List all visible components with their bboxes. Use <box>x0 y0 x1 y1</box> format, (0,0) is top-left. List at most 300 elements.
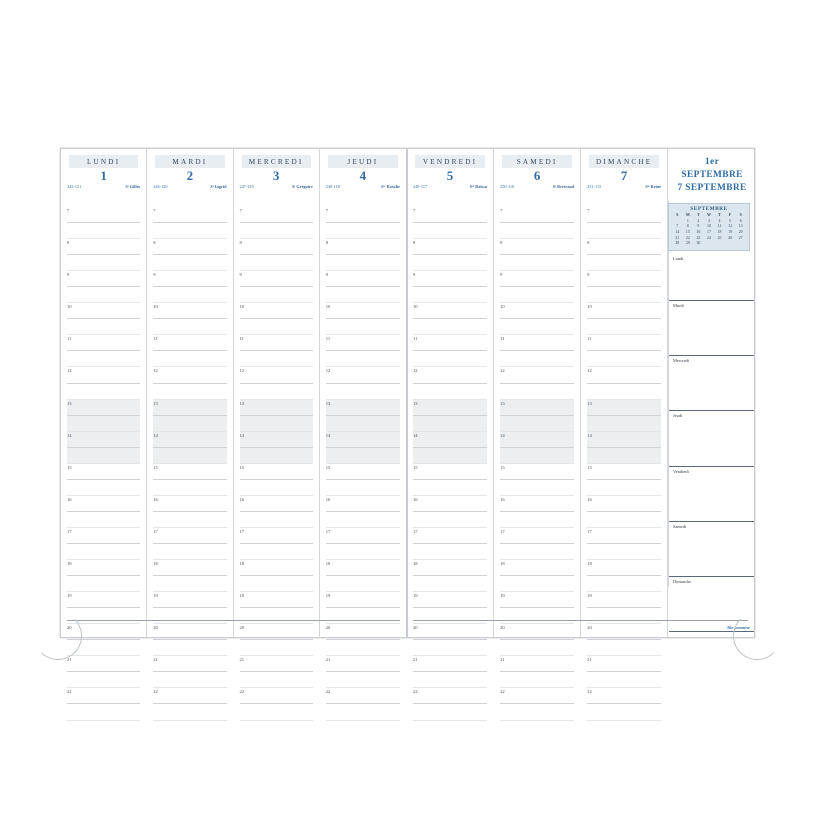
hour-label: 14 <box>325 432 331 438</box>
hour-slot[interactable] <box>413 688 487 704</box>
half-hour-slot[interactable] <box>413 480 487 496</box>
hour-slot[interactable] <box>240 624 313 640</box>
mini-calendar-day[interactable]: 26 <box>728 235 733 240</box>
half-hour-slot[interactable] <box>587 255 661 271</box>
hour-slot[interactable] <box>587 400 661 416</box>
hour-label: 17 <box>413 528 418 534</box>
mini-calendar-day[interactable]: 29 <box>685 241 690 246</box>
day-header-samedi[interactable] <box>494 149 581 201</box>
mini-calendar-day[interactable]: 17 <box>707 230 711 235</box>
mini-calendar-day[interactable]: 15 <box>685 230 690 235</box>
half-hour-slot[interactable] <box>500 384 574 400</box>
mini-calendar-day[interactable]: 27 <box>738 235 743 240</box>
mini-calendar-day[interactable]: 11 <box>717 224 722 229</box>
mini-calendar-day[interactable]: 10 <box>707 224 711 229</box>
half-hour-slot[interactable] <box>240 576 313 592</box>
hour-slot[interactable] <box>413 303 487 319</box>
half-hour-slot[interactable] <box>153 512 226 528</box>
hour-slot[interactable] <box>500 688 574 704</box>
half-hour-slot[interactable] <box>67 544 140 560</box>
hour-slot[interactable] <box>326 335 400 351</box>
hour-slot[interactable] <box>413 464 487 480</box>
hour-column-mercredi[interactable] <box>234 201 320 695</box>
half-hour-slot[interactable] <box>587 640 661 656</box>
hour-slot[interactable] <box>326 432 400 448</box>
mini-calendar-day[interactable]: 9 <box>697 224 700 229</box>
hour-slot[interactable] <box>413 207 487 223</box>
half-hour-slot[interactable] <box>413 608 487 624</box>
hour-label: 20 <box>587 625 592 631</box>
half-hour-slot[interactable] <box>413 319 487 335</box>
notes-day-samedi[interactable] <box>669 522 754 577</box>
hour-slot[interactable] <box>326 688 400 704</box>
hour-slot[interactable] <box>500 400 574 416</box>
half-hour-slot[interactable] <box>500 512 574 528</box>
hour-slot[interactable] <box>500 207 574 223</box>
hour-slot[interactable] <box>67 560 140 576</box>
hour-slot[interactable] <box>500 367 574 383</box>
half-hour-slot[interactable] <box>587 544 661 560</box>
hour-column-jeudi[interactable] <box>320 201 406 695</box>
half-hour-slot[interactable] <box>500 319 574 335</box>
half-hour-slot[interactable] <box>153 448 226 464</box>
hour-slot[interactable] <box>240 400 313 416</box>
half-hour-slot[interactable] <box>240 416 313 432</box>
hour-slot[interactable] <box>326 400 400 416</box>
hour-slot[interactable] <box>326 528 400 544</box>
hour-slot[interactable] <box>240 592 313 608</box>
half-hour-slot[interactable] <box>67 287 140 303</box>
hour-slot[interactable] <box>240 464 313 480</box>
hour-slot[interactable] <box>153 432 226 448</box>
hour-slot[interactable] <box>587 624 661 640</box>
half-hour-slot[interactable] <box>240 448 313 464</box>
notes-day-vendredi[interactable] <box>669 467 754 522</box>
half-hour-slot[interactable] <box>326 576 400 592</box>
hour-slot[interactable] <box>240 303 313 319</box>
half-hour-slot[interactable] <box>326 223 400 239</box>
half-hour-slot[interactable] <box>153 544 226 560</box>
hour-slot[interactable] <box>587 239 661 255</box>
hour-slot[interactable] <box>413 367 487 383</box>
mini-calendar-day[interactable]: 6 <box>739 218 742 223</box>
hour-slot[interactable] <box>153 207 226 223</box>
day-header-lundi[interactable] <box>61 149 147 201</box>
half-hour-slot[interactable] <box>240 672 313 688</box>
half-hour-slot[interactable] <box>500 576 574 592</box>
hour-slot[interactable] <box>326 239 400 255</box>
hour-slot[interactable] <box>587 303 661 319</box>
hour-slot[interactable] <box>500 624 574 640</box>
hour-slot[interactable] <box>500 592 574 608</box>
half-hour-slot[interactable] <box>326 608 400 624</box>
hour-column-lundi[interactable] <box>61 201 147 695</box>
hour-slot[interactable] <box>326 560 400 576</box>
notes-day-mardi[interactable] <box>669 301 754 356</box>
hour-slot[interactable] <box>240 239 313 255</box>
hour-slot[interactable] <box>153 592 226 608</box>
half-hour-slot[interactable] <box>500 480 574 496</box>
half-hour-slot[interactable] <box>587 223 661 239</box>
half-hour-slot[interactable] <box>153 255 226 271</box>
hour-slot[interactable] <box>326 207 400 223</box>
half-hour-slot[interactable] <box>67 448 140 464</box>
half-hour-slot[interactable] <box>153 223 226 239</box>
half-hour-slot[interactable] <box>500 608 574 624</box>
half-hour-slot[interactable] <box>413 351 487 367</box>
hour-slot[interactable] <box>240 656 313 672</box>
hour-slot[interactable] <box>67 239 140 255</box>
half-hour-slot[interactable] <box>500 672 574 688</box>
hour-slot[interactable] <box>67 432 140 448</box>
hour-slot[interactable] <box>67 496 140 512</box>
half-hour-slot[interactable] <box>67 319 140 335</box>
hour-label: 12 <box>587 368 592 374</box>
hour-slot[interactable] <box>500 464 574 480</box>
half-hour-slot[interactable] <box>500 287 574 303</box>
half-hour-slot[interactable] <box>240 351 313 367</box>
hour-slot[interactable] <box>587 688 661 704</box>
hour-slot[interactable] <box>500 432 574 448</box>
half-hour-slot[interactable] <box>413 384 487 400</box>
half-hour-slot[interactable] <box>240 608 313 624</box>
half-hour-slot[interactable] <box>153 287 226 303</box>
half-hour-slot[interactable] <box>67 255 140 271</box>
mini-calendar-day[interactable]: 1 <box>686 218 689 223</box>
half-hour-slot[interactable] <box>587 319 661 335</box>
half-hour-slot[interactable] <box>500 640 574 656</box>
hour-slot[interactable] <box>587 207 661 223</box>
day-header-dimanche[interactable] <box>581 149 668 201</box>
half-hour-slot[interactable] <box>240 223 313 239</box>
half-hour-slot[interactable] <box>326 448 400 464</box>
hour-label: 21 <box>239 657 245 663</box>
half-hour-slot[interactable] <box>326 287 400 303</box>
hour-slot[interactable] <box>500 335 574 351</box>
day-header-mardi[interactable] <box>147 149 233 201</box>
half-hour-slot[interactable] <box>67 704 140 720</box>
hour-slot[interactable] <box>500 560 574 576</box>
hour-slot[interactable] <box>413 656 487 672</box>
hour-slot[interactable] <box>587 271 661 287</box>
hour-slot[interactable] <box>413 432 487 448</box>
mini-calendar-day[interactable]: 12 <box>728 224 733 229</box>
hour-slot[interactable] <box>153 496 226 512</box>
hour-label: 22 <box>413 689 418 695</box>
hour-slot[interactable] <box>413 624 487 640</box>
half-hour-slot[interactable] <box>153 672 226 688</box>
hour-slot[interactable] <box>413 335 487 351</box>
half-hour-slot[interactable] <box>240 544 313 560</box>
mini-calendar-week-row <box>672 241 746 247</box>
half-hour-slot[interactable] <box>413 416 487 432</box>
half-hour-slot[interactable] <box>413 640 487 656</box>
half-hour-slot[interactable] <box>500 223 574 239</box>
hour-slot[interactable] <box>326 496 400 512</box>
half-hour-slot[interactable] <box>587 576 661 592</box>
half-hour-slot[interactable] <box>326 255 400 271</box>
hour-slot[interactable] <box>326 271 400 287</box>
hour-slot[interactable] <box>413 528 487 544</box>
half-hour-slot[interactable] <box>413 672 487 688</box>
hour-slot[interactable] <box>240 335 313 351</box>
hour-label: 21 <box>500 657 505 663</box>
hour-slot[interactable] <box>413 271 487 287</box>
hour-slot[interactable] <box>500 496 574 512</box>
hour-slot[interactable] <box>587 367 661 383</box>
hour-slot[interactable] <box>153 367 226 383</box>
half-hour-slot[interactable] <box>153 351 226 367</box>
hour-slot[interactable] <box>500 528 574 544</box>
mini-month-calendar[interactable] <box>668 203 750 251</box>
half-hour-slot[interactable] <box>500 416 574 432</box>
mini-calendar-table <box>672 213 746 247</box>
mini-calendar-day[interactable]: 20 <box>738 230 743 235</box>
hour-label: 8 <box>413 240 416 246</box>
half-hour-slot[interactable] <box>500 704 574 720</box>
hour-slot[interactable] <box>500 303 574 319</box>
hour-slot[interactable] <box>67 464 140 480</box>
half-hour-slot[interactable] <box>587 512 661 528</box>
hour-slot[interactable] <box>67 592 140 608</box>
half-hour-slot[interactable] <box>326 416 400 432</box>
hour-slot[interactable] <box>67 528 140 544</box>
half-hour-slot[interactable] <box>413 704 487 720</box>
hour-slot[interactable] <box>67 207 140 223</box>
hour-slot[interactable] <box>413 400 487 416</box>
half-hour-slot[interactable] <box>500 448 574 464</box>
hour-slot[interactable] <box>500 271 574 287</box>
hour-slot[interactable] <box>326 303 400 319</box>
hour-slot[interactable] <box>413 560 487 576</box>
hour-slot[interactable] <box>413 496 487 512</box>
week-range-title <box>668 149 754 201</box>
hour-label: 9 <box>325 272 329 278</box>
mini-calendar-day[interactable]: 23 <box>696 235 701 240</box>
hour-slot[interactable] <box>587 432 661 448</box>
half-hour-slot[interactable] <box>153 640 226 656</box>
hour-slot[interactable] <box>153 271 226 287</box>
half-hour-slot[interactable] <box>326 480 400 496</box>
half-hour-slot[interactable] <box>413 544 487 560</box>
hour-slot[interactable] <box>67 271 140 287</box>
mini-calendar-day[interactable]: 18 <box>717 230 722 235</box>
half-hour-slot[interactable] <box>413 448 487 464</box>
hour-slot[interactable] <box>326 624 400 640</box>
half-hour-slot[interactable] <box>240 512 313 528</box>
hour-slot[interactable] <box>326 592 400 608</box>
half-hour-slot[interactable] <box>587 480 661 496</box>
half-hour-slot[interactable] <box>326 704 400 720</box>
hour-slot[interactable] <box>240 688 313 704</box>
hour-slot[interactable] <box>67 303 140 319</box>
half-hour-slot[interactable] <box>500 351 574 367</box>
half-hour-slot[interactable] <box>587 351 661 367</box>
half-hour-slot[interactable] <box>587 672 661 688</box>
hour-slot[interactable] <box>240 432 313 448</box>
hour-label: 22 <box>239 689 245 695</box>
hour-slot[interactable] <box>240 367 313 383</box>
hour-label: 8 <box>239 240 242 246</box>
day-header-mercredi[interactable] <box>234 149 320 201</box>
half-hour-slot[interactable] <box>326 384 400 400</box>
half-hour-slot[interactable] <box>413 576 487 592</box>
mini-calendar-day[interactable]: 25 <box>717 235 722 240</box>
half-hour-slot[interactable] <box>67 223 140 239</box>
hour-label: 9 <box>413 272 416 278</box>
hour-slot[interactable] <box>326 367 400 383</box>
half-hour-slot[interactable] <box>240 480 313 496</box>
hour-slot[interactable] <box>240 271 313 287</box>
hour-slot[interactable] <box>587 656 661 672</box>
day-header-jeudi[interactable] <box>320 149 406 201</box>
hour-slot[interactable] <box>240 496 313 512</box>
hour-slot[interactable] <box>67 335 140 351</box>
day-name: VENDREDI <box>415 155 485 168</box>
half-hour-slot[interactable] <box>67 351 140 367</box>
hour-slot[interactable] <box>67 400 140 416</box>
half-hour-slot[interactable] <box>153 704 226 720</box>
half-hour-slot[interactable] <box>153 608 226 624</box>
half-hour-slot[interactable] <box>240 704 313 720</box>
day-saint: Sᵗᵉ Reine <box>645 183 662 189</box>
mini-calendar-day[interactable]: 22 <box>685 235 690 240</box>
mini-calendar-day[interactable]: 4 <box>718 218 721 223</box>
half-hour-slot[interactable] <box>326 640 400 656</box>
half-hour-slot[interactable] <box>67 416 140 432</box>
hour-slot[interactable] <box>587 335 661 351</box>
hour-slot[interactable] <box>500 239 574 255</box>
half-hour-slot[interactable] <box>500 544 574 560</box>
half-hour-slot[interactable] <box>67 384 140 400</box>
half-hour-slot[interactable] <box>587 384 661 400</box>
notes-day-mercredi[interactable] <box>669 356 754 411</box>
notes-day-jeudi[interactable] <box>669 411 754 466</box>
hour-slot[interactable] <box>240 560 313 576</box>
mini-calendar-day[interactable]: 21 <box>675 235 680 240</box>
hour-label: 9 <box>500 272 503 278</box>
hour-slot[interactable] <box>587 528 661 544</box>
mini-calendar-day[interactable]: 28 <box>675 241 680 246</box>
half-hour-slot[interactable] <box>153 384 226 400</box>
half-hour-slot[interactable] <box>153 416 226 432</box>
half-hour-slot[interactable] <box>413 287 487 303</box>
day-saint: Sᵗ Ingrid <box>210 183 227 189</box>
mini-calendar-day[interactable]: 30 <box>696 241 701 246</box>
half-hour-slot[interactable] <box>587 608 661 624</box>
day-name: SAMEDI <box>502 155 572 168</box>
mini-calendar-day[interactable]: 3 <box>707 218 710 223</box>
hour-slot[interactable] <box>153 688 226 704</box>
hour-slot[interactable] <box>153 303 226 319</box>
hour-slot[interactable] <box>326 464 400 480</box>
notes-day-label: Mardi <box>673 303 684 308</box>
mini-calendar-day[interactable]: 24 <box>707 235 711 240</box>
hour-slot[interactable] <box>240 528 313 544</box>
half-hour-slot[interactable] <box>326 512 400 528</box>
mini-calendar-day[interactable]: 13 <box>738 224 743 229</box>
half-hour-slot[interactable] <box>240 384 313 400</box>
day-number: 6 <box>533 167 541 183</box>
hour-column-mardi[interactable] <box>147 201 233 695</box>
day-info <box>494 183 580 189</box>
half-hour-slot[interactable] <box>413 223 487 239</box>
hour-label: 9 <box>587 272 590 278</box>
half-hour-slot[interactable] <box>326 351 400 367</box>
half-hour-slot[interactable] <box>587 287 661 303</box>
hour-label: 11 <box>587 336 592 342</box>
hour-slot[interactable] <box>67 367 140 383</box>
half-hour-slot[interactable] <box>67 576 140 592</box>
half-hour-slot[interactable] <box>500 255 574 271</box>
hour-label: 20 <box>67 625 72 631</box>
hour-slot[interactable] <box>587 496 661 512</box>
hour-slot[interactable] <box>153 656 226 672</box>
hour-slot[interactable] <box>500 656 574 672</box>
hour-slot[interactable] <box>153 560 226 576</box>
hour-slot[interactable] <box>413 592 487 608</box>
hour-slot[interactable] <box>67 688 140 704</box>
half-hour-slot[interactable] <box>153 576 226 592</box>
half-hour-slot[interactable] <box>240 287 313 303</box>
half-hour-slot[interactable] <box>326 319 400 335</box>
mini-calendar-day[interactable]: 5 <box>729 218 732 223</box>
mini-calendar-day[interactable]: 2 <box>697 218 700 223</box>
half-hour-slot[interactable] <box>67 672 140 688</box>
day-header-vendredi[interactable] <box>407 149 494 201</box>
hour-slot[interactable] <box>153 528 226 544</box>
half-hour-slot[interactable] <box>413 255 487 271</box>
hour-slot[interactable] <box>153 239 226 255</box>
mini-calendar-day[interactable]: 14 <box>675 230 680 235</box>
hour-slot[interactable] <box>587 560 661 576</box>
half-hour-slot[interactable] <box>587 416 661 432</box>
mini-calendar-day[interactable]: 19 <box>728 230 733 235</box>
hour-slot[interactable] <box>153 624 226 640</box>
mini-calendar-body <box>672 219 746 247</box>
hour-slot[interactable] <box>153 335 226 351</box>
half-hour-slot[interactable] <box>326 544 400 560</box>
half-hour-slot[interactable] <box>67 512 140 528</box>
half-hour-slot[interactable] <box>413 512 487 528</box>
half-hour-slot[interactable] <box>240 255 313 271</box>
mini-calendar-day[interactable]: 8 <box>686 224 689 229</box>
hour-slot[interactable] <box>587 592 661 608</box>
hour-slot[interactable] <box>67 656 140 672</box>
hour-label: 10 <box>325 304 331 310</box>
mini-calendar-day[interactable]: 16 <box>696 230 701 235</box>
hour-slot[interactable] <box>413 239 487 255</box>
hour-slot[interactable] <box>326 656 400 672</box>
hour-slot[interactable] <box>587 464 661 480</box>
half-hour-slot[interactable] <box>587 704 661 720</box>
notes-day-lundi[interactable] <box>669 254 754 301</box>
half-hour-slot[interactable] <box>240 640 313 656</box>
mini-calendar-day[interactable]: 7 <box>676 224 679 229</box>
hour-slot[interactable] <box>153 400 226 416</box>
hour-column-vendredi[interactable] <box>407 201 494 695</box>
half-hour-slot[interactable] <box>153 319 226 335</box>
half-hour-slot[interactable] <box>587 448 661 464</box>
hour-slot[interactable] <box>153 464 226 480</box>
half-hour-slot[interactable] <box>326 672 400 688</box>
hour-column-dimanche[interactable] <box>581 201 668 695</box>
hour-slot[interactable] <box>240 207 313 223</box>
half-hour-slot[interactable] <box>153 480 226 496</box>
half-hour-slot[interactable] <box>240 319 313 335</box>
half-hour-slot[interactable] <box>67 480 140 496</box>
hour-column-samedi[interactable] <box>494 201 581 695</box>
